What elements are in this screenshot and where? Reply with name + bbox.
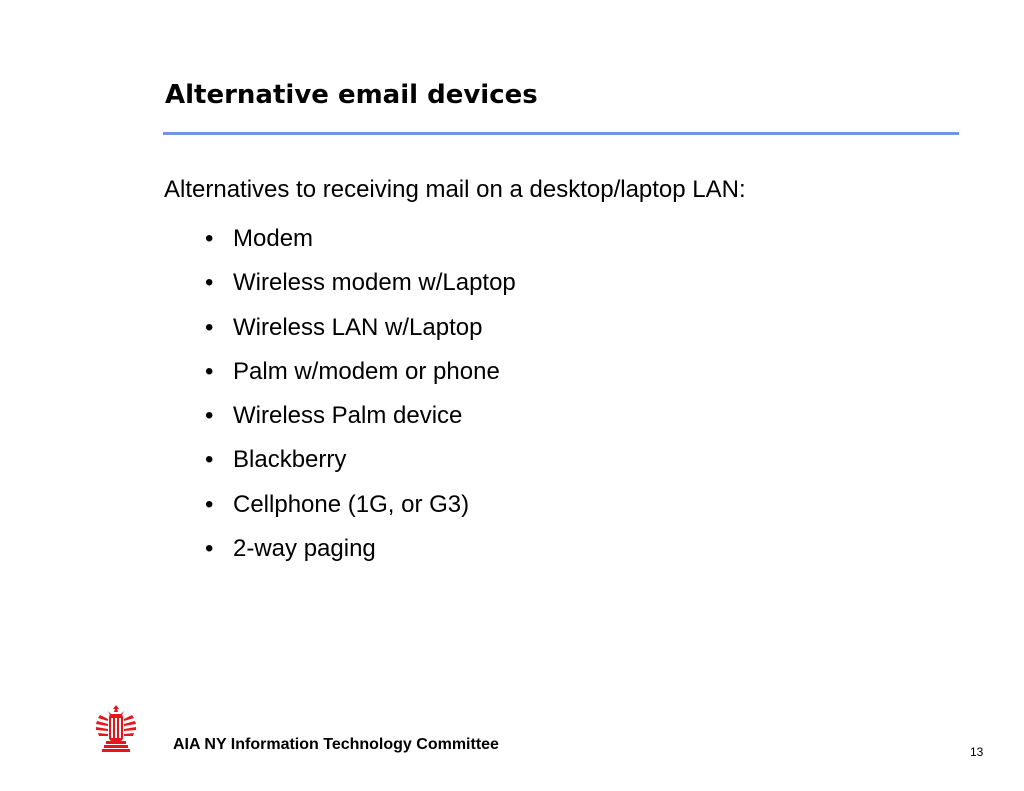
bullet-icon: • — [205, 357, 214, 385]
intro-text: Alternatives to receiving mail on a desktop/laptop LAN: — [164, 176, 746, 203]
bullet-text: Cellphone (1G, or G3) — [233, 490, 470, 518]
title-divider — [163, 132, 959, 135]
bullet-text: Wireless LAN w/Laptop — [233, 313, 483, 341]
bullet-icon: • — [205, 225, 214, 252]
bullet-icon: • — [205, 446, 214, 474]
footer-organization: AIA NY Information Technology Committee — [173, 736, 499, 753]
bullet-text: Modem — [233, 225, 314, 252]
bullet-text: Wireless Palm device — [233, 402, 463, 430]
bullet-icon: • — [205, 535, 214, 563]
bullet-icon: • — [205, 490, 214, 518]
bullet-icon: • — [205, 313, 214, 341]
bullet-text: Palm w/modem or phone — [233, 357, 500, 385]
bullet-text: Blackberry — [233, 446, 347, 474]
aia-eagle-logo-icon — [94, 703, 138, 755]
page-number: 13 — [970, 745, 984, 759]
bullet-icon: • — [205, 269, 214, 297]
bullet-icon: • — [205, 402, 214, 430]
bullet-text: Wireless modem w/Laptop — [233, 269, 516, 297]
bullet-text: 2-way paging — [233, 535, 376, 563]
slide-title: Alternative email devices — [165, 80, 538, 110]
